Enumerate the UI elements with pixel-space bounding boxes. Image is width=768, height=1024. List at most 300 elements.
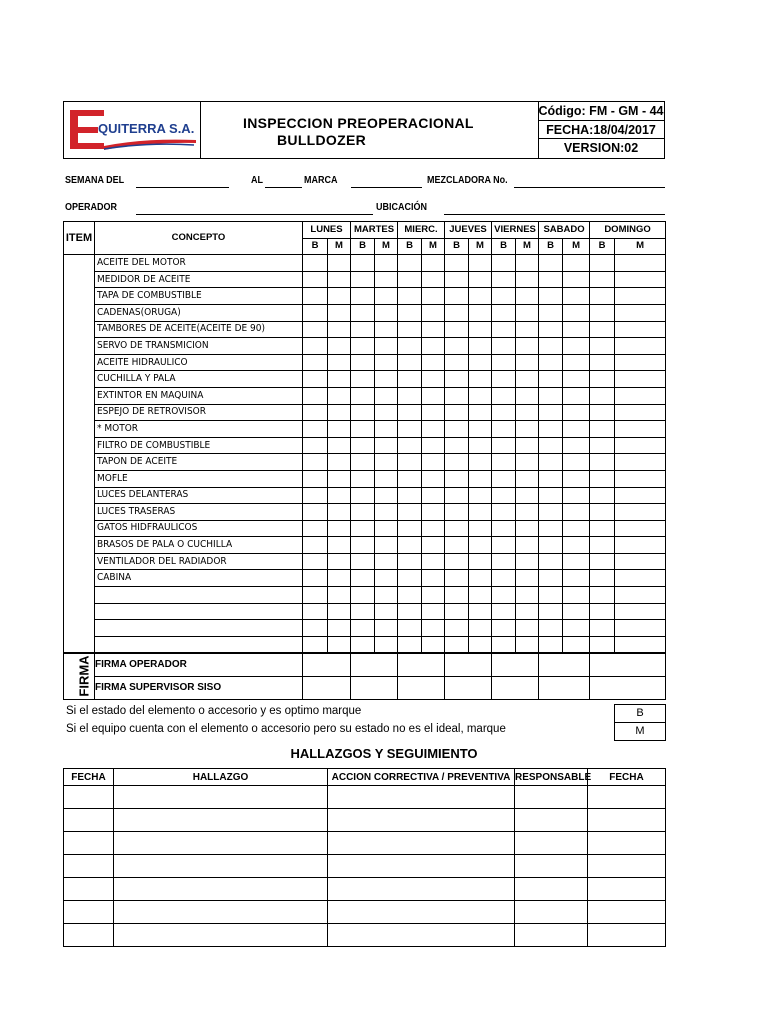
check-cell[interactable]	[398, 470, 422, 487]
check-cell[interactable]	[422, 271, 445, 288]
check-cell[interactable]	[539, 553, 563, 570]
findings-cell[interactable]	[114, 855, 328, 878]
check-cell[interactable]	[328, 255, 351, 272]
check-cell[interactable]	[516, 437, 539, 454]
check-cell[interactable]	[422, 421, 445, 438]
check-cell[interactable]	[539, 487, 563, 504]
check-cell[interactable]	[375, 271, 398, 288]
signature-cell[interactable]	[539, 677, 590, 700]
check-cell[interactable]	[351, 437, 375, 454]
check-cell[interactable]	[328, 454, 351, 471]
check-cell[interactable]	[516, 504, 539, 521]
check-cell[interactable]	[615, 271, 666, 288]
check-cell[interactable]	[328, 338, 351, 355]
check-cell[interactable]	[375, 620, 398, 637]
check-cell[interactable]	[328, 321, 351, 338]
check-cell[interactable]	[445, 255, 469, 272]
check-cell[interactable]	[492, 354, 516, 371]
check-cell[interactable]	[469, 587, 492, 604]
check-cell[interactable]	[469, 271, 492, 288]
check-cell[interactable]	[375, 470, 398, 487]
check-cell[interactable]	[303, 454, 328, 471]
findings-cell[interactable]	[64, 855, 114, 878]
check-cell[interactable]	[469, 255, 492, 272]
check-cell[interactable]	[539, 570, 563, 587]
findings-cell[interactable]	[328, 901, 515, 924]
findings-cell[interactable]	[588, 924, 666, 947]
findings-cell[interactable]	[515, 901, 588, 924]
findings-cell[interactable]	[114, 878, 328, 901]
check-cell[interactable]	[563, 570, 590, 587]
findings-cell[interactable]	[515, 809, 588, 832]
check-cell[interactable]	[492, 271, 516, 288]
check-cell[interactable]	[398, 288, 422, 305]
check-cell[interactable]	[563, 553, 590, 570]
check-cell[interactable]	[563, 454, 590, 471]
check-cell[interactable]	[328, 603, 351, 620]
check-cell[interactable]	[539, 603, 563, 620]
check-cell[interactable]	[328, 304, 351, 321]
check-cell[interactable]	[375, 255, 398, 272]
check-cell[interactable]	[351, 487, 375, 504]
check-cell[interactable]	[516, 520, 539, 537]
check-cell[interactable]	[469, 636, 492, 653]
check-cell[interactable]	[539, 354, 563, 371]
check-cell[interactable]	[469, 454, 492, 471]
check-cell[interactable]	[445, 354, 469, 371]
check-cell[interactable]	[516, 354, 539, 371]
check-cell[interactable]	[328, 553, 351, 570]
check-cell[interactable]	[375, 504, 398, 521]
signature-cell[interactable]	[303, 677, 351, 700]
check-cell[interactable]	[492, 520, 516, 537]
check-cell[interactable]	[469, 553, 492, 570]
check-cell[interactable]	[563, 338, 590, 355]
check-cell[interactable]	[615, 504, 666, 521]
check-cell[interactable]	[375, 304, 398, 321]
check-cell[interactable]	[563, 470, 590, 487]
check-cell[interactable]	[445, 304, 469, 321]
findings-cell[interactable]	[114, 924, 328, 947]
check-cell[interactable]	[615, 421, 666, 438]
check-cell[interactable]	[469, 570, 492, 587]
check-cell[interactable]	[398, 587, 422, 604]
check-cell[interactable]	[539, 587, 563, 604]
check-cell[interactable]	[398, 255, 422, 272]
check-cell[interactable]	[422, 537, 445, 554]
check-cell[interactable]	[539, 321, 563, 338]
findings-cell[interactable]	[64, 786, 114, 809]
check-cell[interactable]	[422, 553, 445, 570]
signature-cell[interactable]	[590, 653, 666, 677]
check-cell[interactable]	[469, 421, 492, 438]
findings-cell[interactable]	[64, 832, 114, 855]
check-cell[interactable]	[516, 338, 539, 355]
check-cell[interactable]	[469, 520, 492, 537]
check-cell[interactable]	[398, 454, 422, 471]
check-cell[interactable]	[351, 537, 375, 554]
check-cell[interactable]	[492, 387, 516, 404]
check-cell[interactable]	[445, 371, 469, 388]
check-cell[interactable]	[328, 587, 351, 604]
check-cell[interactable]	[590, 470, 615, 487]
check-cell[interactable]	[303, 487, 328, 504]
check-cell[interactable]	[351, 570, 375, 587]
check-cell[interactable]	[328, 354, 351, 371]
check-cell[interactable]	[398, 437, 422, 454]
check-cell[interactable]	[303, 255, 328, 272]
check-cell[interactable]	[422, 371, 445, 388]
check-cell[interactable]	[375, 454, 398, 471]
findings-cell[interactable]	[114, 786, 328, 809]
check-cell[interactable]	[615, 587, 666, 604]
check-cell[interactable]	[492, 587, 516, 604]
check-cell[interactable]	[615, 454, 666, 471]
findings-cell[interactable]	[114, 901, 328, 924]
check-cell[interactable]	[328, 437, 351, 454]
check-cell[interactable]	[445, 387, 469, 404]
check-cell[interactable]	[516, 421, 539, 438]
check-cell[interactable]	[328, 504, 351, 521]
check-cell[interactable]	[516, 587, 539, 604]
check-cell[interactable]	[469, 288, 492, 305]
signature-cell[interactable]	[398, 677, 445, 700]
check-cell[interactable]	[615, 470, 666, 487]
check-cell[interactable]	[563, 321, 590, 338]
findings-cell[interactable]	[64, 878, 114, 901]
check-cell[interactable]	[351, 288, 375, 305]
findings-cell[interactable]	[64, 901, 114, 924]
findings-cell[interactable]	[328, 855, 515, 878]
check-cell[interactable]	[539, 255, 563, 272]
check-cell[interactable]	[398, 504, 422, 521]
check-cell[interactable]	[351, 520, 375, 537]
check-cell[interactable]	[303, 338, 328, 355]
check-cell[interactable]	[590, 636, 615, 653]
check-cell[interactable]	[445, 338, 469, 355]
check-cell[interactable]	[469, 338, 492, 355]
check-cell[interactable]	[492, 603, 516, 620]
check-cell[interactable]	[516, 371, 539, 388]
check-cell[interactable]	[563, 620, 590, 637]
check-cell[interactable]	[445, 520, 469, 537]
check-cell[interactable]	[398, 338, 422, 355]
check-cell[interactable]	[445, 537, 469, 554]
check-cell[interactable]	[539, 636, 563, 653]
check-cell[interactable]	[303, 520, 328, 537]
check-cell[interactable]	[422, 520, 445, 537]
check-cell[interactable]	[422, 338, 445, 355]
check-cell[interactable]	[539, 470, 563, 487]
check-cell[interactable]	[398, 271, 422, 288]
check-cell[interactable]	[445, 603, 469, 620]
check-cell[interactable]	[563, 487, 590, 504]
check-cell[interactable]	[303, 304, 328, 321]
check-cell[interactable]	[539, 620, 563, 637]
check-cell[interactable]	[492, 321, 516, 338]
check-cell[interactable]	[563, 520, 590, 537]
check-cell[interactable]	[351, 421, 375, 438]
check-cell[interactable]	[375, 421, 398, 438]
check-cell[interactable]	[445, 636, 469, 653]
check-cell[interactable]	[563, 421, 590, 438]
check-cell[interactable]	[590, 255, 615, 272]
check-cell[interactable]	[590, 354, 615, 371]
semana-del-field[interactable]	[136, 187, 229, 188]
signature-cell[interactable]	[492, 677, 539, 700]
findings-cell[interactable]	[328, 832, 515, 855]
check-cell[interactable]	[445, 288, 469, 305]
check-cell[interactable]	[445, 570, 469, 587]
check-cell[interactable]	[563, 587, 590, 604]
check-cell[interactable]	[492, 454, 516, 471]
check-cell[interactable]	[516, 636, 539, 653]
check-cell[interactable]	[375, 553, 398, 570]
findings-cell[interactable]	[588, 901, 666, 924]
check-cell[interactable]	[375, 354, 398, 371]
check-cell[interactable]	[328, 487, 351, 504]
check-cell[interactable]	[539, 338, 563, 355]
check-cell[interactable]	[375, 321, 398, 338]
check-cell[interactable]	[328, 537, 351, 554]
check-cell[interactable]	[469, 487, 492, 504]
check-cell[interactable]	[328, 387, 351, 404]
check-cell[interactable]	[492, 304, 516, 321]
check-cell[interactable]	[303, 553, 328, 570]
check-cell[interactable]	[563, 371, 590, 388]
check-cell[interactable]	[445, 321, 469, 338]
check-cell[interactable]	[615, 371, 666, 388]
check-cell[interactable]	[615, 255, 666, 272]
check-cell[interactable]	[563, 603, 590, 620]
check-cell[interactable]	[615, 636, 666, 653]
check-cell[interactable]	[445, 587, 469, 604]
check-cell[interactable]	[422, 570, 445, 587]
check-cell[interactable]	[375, 570, 398, 587]
check-cell[interactable]	[563, 387, 590, 404]
check-cell[interactable]	[615, 354, 666, 371]
signature-cell[interactable]	[445, 653, 492, 677]
check-cell[interactable]	[492, 338, 516, 355]
findings-cell[interactable]	[588, 786, 666, 809]
check-cell[interactable]	[590, 437, 615, 454]
findings-cell[interactable]	[328, 809, 515, 832]
check-cell[interactable]	[469, 603, 492, 620]
check-cell[interactable]	[445, 553, 469, 570]
check-cell[interactable]	[398, 387, 422, 404]
check-cell[interactable]	[516, 387, 539, 404]
check-cell[interactable]	[375, 603, 398, 620]
check-cell[interactable]	[492, 421, 516, 438]
signature-cell[interactable]	[590, 677, 666, 700]
check-cell[interactable]	[375, 520, 398, 537]
check-cell[interactable]	[422, 454, 445, 471]
check-cell[interactable]	[303, 271, 328, 288]
check-cell[interactable]	[615, 537, 666, 554]
check-cell[interactable]	[422, 288, 445, 305]
check-cell[interactable]	[422, 387, 445, 404]
check-cell[interactable]	[615, 570, 666, 587]
check-cell[interactable]	[422, 354, 445, 371]
check-cell[interactable]	[422, 470, 445, 487]
check-cell[interactable]	[375, 288, 398, 305]
check-cell[interactable]	[590, 603, 615, 620]
check-cell[interactable]	[590, 570, 615, 587]
check-cell[interactable]	[328, 404, 351, 421]
check-cell[interactable]	[375, 404, 398, 421]
check-cell[interactable]	[375, 371, 398, 388]
check-cell[interactable]	[590, 620, 615, 637]
check-cell[interactable]	[303, 288, 328, 305]
check-cell[interactable]	[563, 255, 590, 272]
check-cell[interactable]	[303, 354, 328, 371]
check-cell[interactable]	[398, 553, 422, 570]
findings-cell[interactable]	[328, 924, 515, 947]
check-cell[interactable]	[563, 354, 590, 371]
check-cell[interactable]	[516, 487, 539, 504]
check-cell[interactable]	[563, 437, 590, 454]
check-cell[interactable]	[303, 470, 328, 487]
check-cell[interactable]	[303, 421, 328, 438]
check-cell[interactable]	[516, 537, 539, 554]
check-cell[interactable]	[492, 371, 516, 388]
findings-cell[interactable]	[114, 832, 328, 855]
findings-cell[interactable]	[64, 924, 114, 947]
check-cell[interactable]	[492, 570, 516, 587]
check-cell[interactable]	[516, 570, 539, 587]
check-cell[interactable]	[492, 255, 516, 272]
check-cell[interactable]	[615, 437, 666, 454]
check-cell[interactable]	[516, 271, 539, 288]
check-cell[interactable]	[398, 304, 422, 321]
findings-cell[interactable]	[588, 809, 666, 832]
check-cell[interactable]	[539, 537, 563, 554]
check-cell[interactable]	[590, 288, 615, 305]
check-cell[interactable]	[590, 537, 615, 554]
check-cell[interactable]	[303, 404, 328, 421]
check-cell[interactable]	[398, 603, 422, 620]
check-cell[interactable]	[398, 520, 422, 537]
check-cell[interactable]	[375, 387, 398, 404]
check-cell[interactable]	[492, 470, 516, 487]
findings-cell[interactable]	[328, 786, 515, 809]
check-cell[interactable]	[303, 587, 328, 604]
check-cell[interactable]	[351, 321, 375, 338]
signature-cell[interactable]	[351, 677, 398, 700]
check-cell[interactable]	[615, 553, 666, 570]
check-cell[interactable]	[492, 504, 516, 521]
check-cell[interactable]	[351, 371, 375, 388]
check-cell[interactable]	[539, 404, 563, 421]
check-cell[interactable]	[563, 304, 590, 321]
check-cell[interactable]	[351, 271, 375, 288]
check-cell[interactable]	[516, 553, 539, 570]
check-cell[interactable]	[398, 620, 422, 637]
check-cell[interactable]	[328, 288, 351, 305]
check-cell[interactable]	[375, 338, 398, 355]
findings-cell[interactable]	[588, 878, 666, 901]
check-cell[interactable]	[590, 520, 615, 537]
check-cell[interactable]	[590, 371, 615, 388]
check-cell[interactable]	[469, 504, 492, 521]
check-cell[interactable]	[351, 603, 375, 620]
signature-cell[interactable]	[303, 653, 351, 677]
check-cell[interactable]	[615, 387, 666, 404]
check-cell[interactable]	[445, 504, 469, 521]
check-cell[interactable]	[303, 437, 328, 454]
check-cell[interactable]	[422, 304, 445, 321]
marca-field[interactable]	[351, 187, 422, 188]
check-cell[interactable]	[398, 636, 422, 653]
check-cell[interactable]	[539, 454, 563, 471]
check-cell[interactable]	[469, 304, 492, 321]
check-cell[interactable]	[516, 304, 539, 321]
check-cell[interactable]	[469, 354, 492, 371]
mezcladora-field[interactable]	[514, 187, 665, 188]
check-cell[interactable]	[351, 387, 375, 404]
check-cell[interactable]	[590, 338, 615, 355]
check-cell[interactable]	[590, 504, 615, 521]
findings-cell[interactable]	[515, 786, 588, 809]
check-cell[interactable]	[351, 470, 375, 487]
check-cell[interactable]	[351, 354, 375, 371]
check-cell[interactable]	[303, 570, 328, 587]
signature-cell[interactable]	[398, 653, 445, 677]
check-cell[interactable]	[516, 321, 539, 338]
check-cell[interactable]	[615, 288, 666, 305]
check-cell[interactable]	[469, 371, 492, 388]
check-cell[interactable]	[492, 487, 516, 504]
check-cell[interactable]	[328, 470, 351, 487]
signature-cell[interactable]	[445, 677, 492, 700]
check-cell[interactable]	[492, 404, 516, 421]
findings-cell[interactable]	[588, 832, 666, 855]
check-cell[interactable]	[328, 520, 351, 537]
check-cell[interactable]	[445, 421, 469, 438]
check-cell[interactable]	[445, 620, 469, 637]
check-cell[interactable]	[563, 636, 590, 653]
check-cell[interactable]	[398, 321, 422, 338]
findings-cell[interactable]	[64, 809, 114, 832]
check-cell[interactable]	[422, 255, 445, 272]
check-cell[interactable]	[351, 620, 375, 637]
signature-cell[interactable]	[351, 653, 398, 677]
signature-cell[interactable]	[539, 653, 590, 677]
check-cell[interactable]	[615, 520, 666, 537]
check-cell[interactable]	[375, 587, 398, 604]
check-cell[interactable]	[563, 288, 590, 305]
check-cell[interactable]	[351, 454, 375, 471]
check-cell[interactable]	[492, 553, 516, 570]
findings-cell[interactable]	[515, 855, 588, 878]
check-cell[interactable]	[351, 404, 375, 421]
check-cell[interactable]	[398, 421, 422, 438]
check-cell[interactable]	[398, 537, 422, 554]
check-cell[interactable]	[539, 387, 563, 404]
check-cell[interactable]	[516, 603, 539, 620]
check-cell[interactable]	[303, 504, 328, 521]
check-cell[interactable]	[590, 304, 615, 321]
check-cell[interactable]	[351, 255, 375, 272]
check-cell[interactable]	[469, 620, 492, 637]
check-cell[interactable]	[351, 304, 375, 321]
check-cell[interactable]	[303, 321, 328, 338]
check-cell[interactable]	[445, 271, 469, 288]
check-cell[interactable]	[615, 487, 666, 504]
check-cell[interactable]	[422, 404, 445, 421]
check-cell[interactable]	[398, 570, 422, 587]
check-cell[interactable]	[516, 620, 539, 637]
